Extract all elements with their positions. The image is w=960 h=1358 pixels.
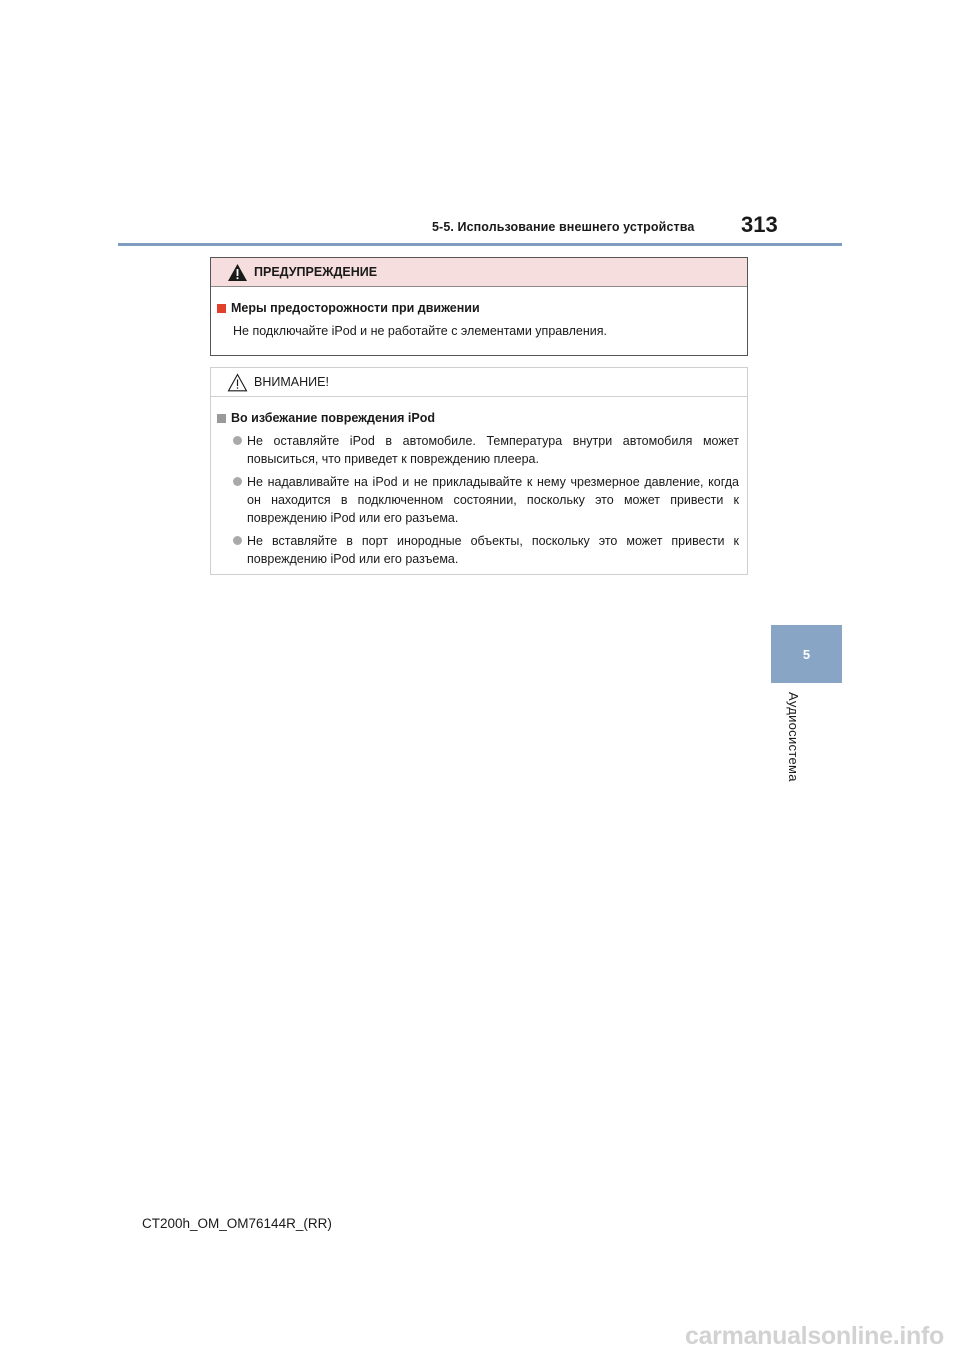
warning-subheading [217, 299, 739, 317]
caution-title: ВНИМАНИЕ! [254, 375, 329, 389]
warning-text: Не подключайте iPod и не работайте с элементами управления. [233, 324, 607, 338]
page-number: 313 [741, 212, 778, 237]
caution-body [211, 397, 747, 568]
watermark: carmanualsonline.info [684, 1322, 944, 1350]
caution-header [211, 368, 747, 397]
warning-body [211, 287, 747, 340]
header-section-title: 5-5. Использование внешнего устройства [432, 220, 695, 234]
warning-box [210, 257, 748, 356]
caution-bullet [217, 432, 739, 468]
header-rule [118, 243, 842, 246]
grey-square-icon [217, 414, 226, 423]
caution-triangle-icon [227, 373, 248, 392]
side-tab-number: 5 [802, 646, 811, 662]
bullet-dot-icon [233, 536, 242, 545]
footer-document-code: CT200h_OM_OM76144R_(RR) [142, 1216, 332, 1231]
caution-bullet-text: Не оставляйте iPod в автомобиле. Температура внутри автомобиля может повыситься, что приведет к повреждению плеера. [247, 434, 739, 466]
warning-subheading-text: Меры предосторожности при движении [231, 301, 480, 315]
side-tab-label: Аудиосистема [786, 692, 801, 782]
side-tab [771, 625, 842, 683]
caution-bullet-text: Не надавливайте на iPod и не прикладывайте к нему чрезмерное давление, когда он находится в подключенном состоянии, поскольку это может привести к повреждению iPod или его разъема. [247, 475, 739, 525]
caution-subheading [217, 409, 739, 427]
warning-triangle-icon [227, 263, 248, 282]
caution-subheading-text: Во избежание повреждения iPod [231, 411, 435, 425]
caution-bullet [217, 473, 739, 527]
warning-header [211, 258, 747, 287]
caution-box [210, 367, 748, 575]
warning-title: ПРЕДУПРЕЖДЕНИЕ [254, 265, 378, 279]
red-square-icon [217, 304, 226, 313]
caution-bullet-text: Не вставляйте в порт инородные объекты, поскольку это может привести к повреждению iPod или его разъема. [247, 534, 739, 566]
bullet-dot-icon [233, 436, 242, 445]
bullet-dot-icon [233, 477, 242, 486]
caution-bullet [217, 532, 739, 568]
